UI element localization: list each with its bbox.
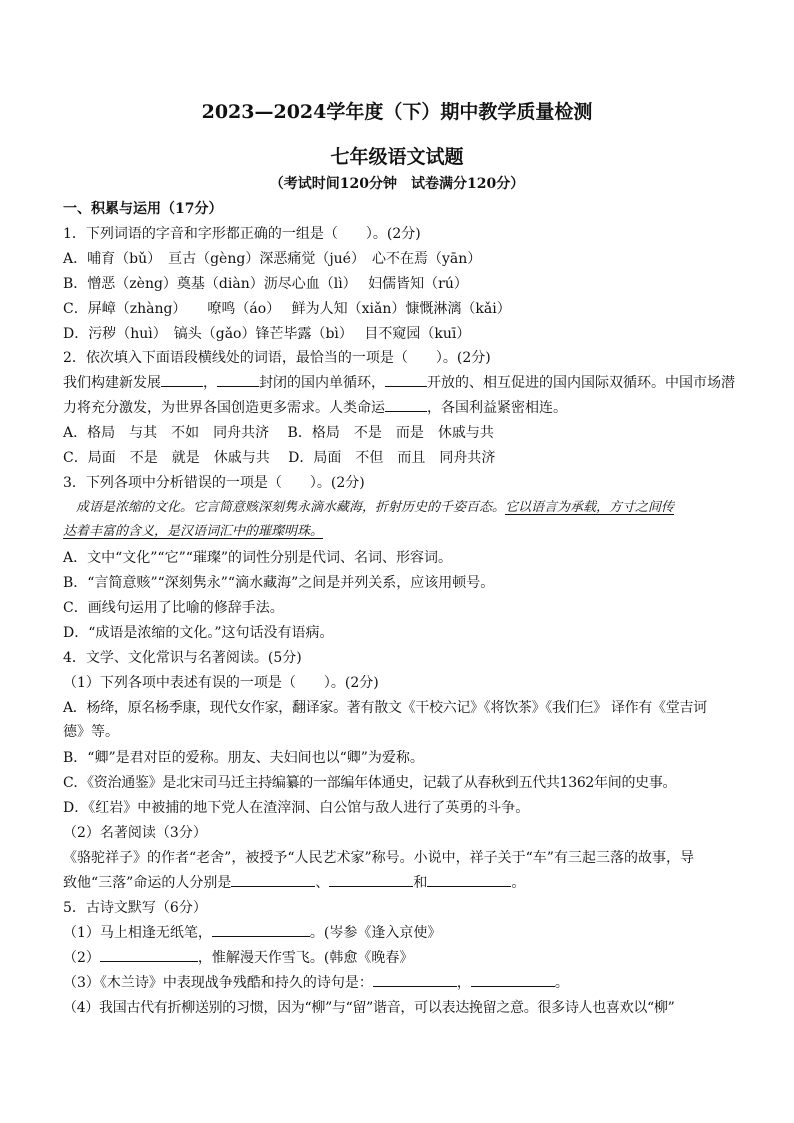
answer-blank[interactable] [471, 974, 555, 987]
answer-blank[interactable] [373, 974, 457, 987]
question-2-passage-line-1 [63, 374, 743, 392]
answer-blank[interactable] [427, 874, 511, 887]
question-1-option-d: D．污秽（huì） 镐头（gǎo）锋芒毕露（bì） 目不窥园（kuī） [63, 326, 471, 342]
item-text: （1）马上相逢无纸笔， [63, 925, 212, 941]
answer-blank[interactable] [212, 924, 310, 937]
passage-text: 致他“三落”命运的人分别是 [63, 875, 232, 891]
question-3-option-c: C．画线句运用了比喻的修辞手法。 [63, 600, 284, 616]
question-3-quote-line-2: 达着丰富的含义，是汉语词汇中的璀璨明珠。 [63, 524, 324, 539]
question-4-stem: 4．文学、文化常识与名著阅读。(5分) [63, 650, 302, 666]
answer-blank[interactable] [385, 374, 427, 387]
question-3-quote-line-1 [63, 499, 743, 517]
exam-info: （考试时间120分钟 试卷满分120分） [269, 176, 525, 192]
question-2-options-ab: A．格局 与其 不如 同舟共济 B．格局 不是 而是 休戚与共 [63, 425, 494, 441]
question-1-option-a: A．哺育（bǔ） 亘古（gèng）深恶痛觉（jué） 心不在焉（yān） [63, 251, 482, 267]
item-text: ，惟解漫天作雪飞。(韩愈《晚春》 [197, 950, 414, 966]
passage-text: ，各国利益紧密相连。 [427, 400, 567, 416]
question-4-sub-2: （2）名著阅读（3分） [63, 825, 207, 841]
question-5-item-1 [63, 924, 743, 942]
passage-text: ， [203, 375, 217, 391]
question-3-option-b: B．“言简意赅”“深刻隽永”“滴水藏海”之间是并列关系，应该用顿号。 [63, 575, 495, 591]
item-text: 。 [554, 975, 569, 991]
answer-blank[interactable] [161, 374, 203, 387]
section-heading: 一、积累与运用（17分） [63, 201, 223, 217]
exam-subtitle: 七年级语文试题 [330, 146, 464, 168]
passage-text: 、 [315, 875, 330, 891]
question-2-options-cd: C．局面 不是 就是 休戚与共 D．局面 不但 而且 同舟共济 [63, 450, 496, 466]
quote-text: 成语是浓缩的文化。它言简意赅深刻隽永滴水藏海，折射历史的千姿百态。 [63, 500, 506, 515]
question-4-option-d: D．《红岩》中被捕的地下党人在渣滓洞、白公馆与敌人进行了英勇的斗争。 [63, 800, 530, 816]
question-4-passage-line-2 [63, 874, 743, 892]
question-1-stem: 1．下列词语的字音和字形都正确的一组是（ ）。(2分) [63, 226, 421, 242]
item-text: （3）《木兰诗》中表现战争残酷和持久的诗句是： [63, 975, 373, 991]
question-2-stem: 2．依次填入下面语段横线处的词语，最恰当的一项是（ ）。(2分) [63, 350, 491, 366]
passage-text: 我们构建新发展 [63, 375, 161, 391]
question-4-passage-line-1: 《骆驼祥子》的作者“老舍”，被授予“人民艺术家”称号。小说中，祥子关于“车”有三起三落的故事，导 [63, 850, 694, 866]
item-text: 。(岑参《逢入京使》 [309, 925, 442, 941]
question-2-passage-line-2 [63, 399, 743, 417]
passage-text: 开放的、相互促进的国内国际双循环。中国市场潜 [427, 375, 735, 391]
answer-blank[interactable] [100, 949, 198, 962]
passage-text: 封闭的国内单循环， [259, 375, 385, 391]
passage-text: 和 [413, 875, 428, 891]
passage-text: 力将充分激发，为世界各国创造更多需求。人类命运 [63, 400, 385, 416]
answer-blank[interactable] [217, 374, 259, 387]
answer-blank[interactable] [231, 874, 315, 887]
question-4-option-a-line-2: 德》等。 [63, 724, 119, 740]
question-4-option-a-line-1: A．杨绛，原名杨季康，现代女作家，翻译家。著有散文《干校六记》《将饮茶》《我们仨》 译作有《堂吉诃 [63, 700, 707, 716]
question-5-item-2 [63, 949, 743, 967]
question-3-option-d: D．“成语是浓缩的文化。”这句话没有语病。 [63, 625, 334, 641]
item-text: ， [456, 975, 471, 991]
question-1-option-b: B．憎恶（zèng）奠基（diàn）沥尽心血（lì） 妇儒皆知（rú） [63, 276, 468, 292]
underlined-sentence: 它以语言为承载，方寸之间传 [505, 500, 675, 515]
question-5-item-4: （4）我国古代有折柳送别的习惯，因为“柳”与“留”谐音，可以表达挽留之意。很多诗人也喜欢以“柳” [63, 1000, 675, 1016]
question-5-item-3 [63, 974, 743, 992]
question-4-sub-1: （1）下列各项中表述有误的一项是（ ）。(2分) [63, 675, 379, 691]
answer-blank[interactable] [329, 874, 413, 887]
question-4-option-c: C．《资治通鉴》是北宋司马迁主持编纂的一部编年体通史，记载了从春秋到五代共1362年间的史事。 [63, 775, 677, 791]
question-1-option-c: C．屏嶂（zhàng） 嘹鸣（áo） 鲜为人知（xiǎn）慷慨淋漓（kǎi） [63, 301, 511, 317]
exam-title: 2023—2024学年度（下）期中教学质量检测 [201, 101, 593, 123]
passage-text: 。 [511, 875, 526, 891]
question-4-option-b: B．“卿”是君对臣的爱称。朋友、夫妇间也以“卿”为爱称。 [63, 750, 424, 766]
answer-blank[interactable] [385, 399, 427, 412]
question-3-stem: 3．下列各项中分析错误的一项是（ ）。(2分) [63, 475, 365, 491]
item-text: （2） [63, 950, 100, 966]
question-3-option-a: A．文中“文化”“它”“璀璨”的词性分别是代词、名词、形容词。 [63, 550, 453, 566]
question-5-stem: 5．古诗文默写（6分） [63, 900, 207, 916]
